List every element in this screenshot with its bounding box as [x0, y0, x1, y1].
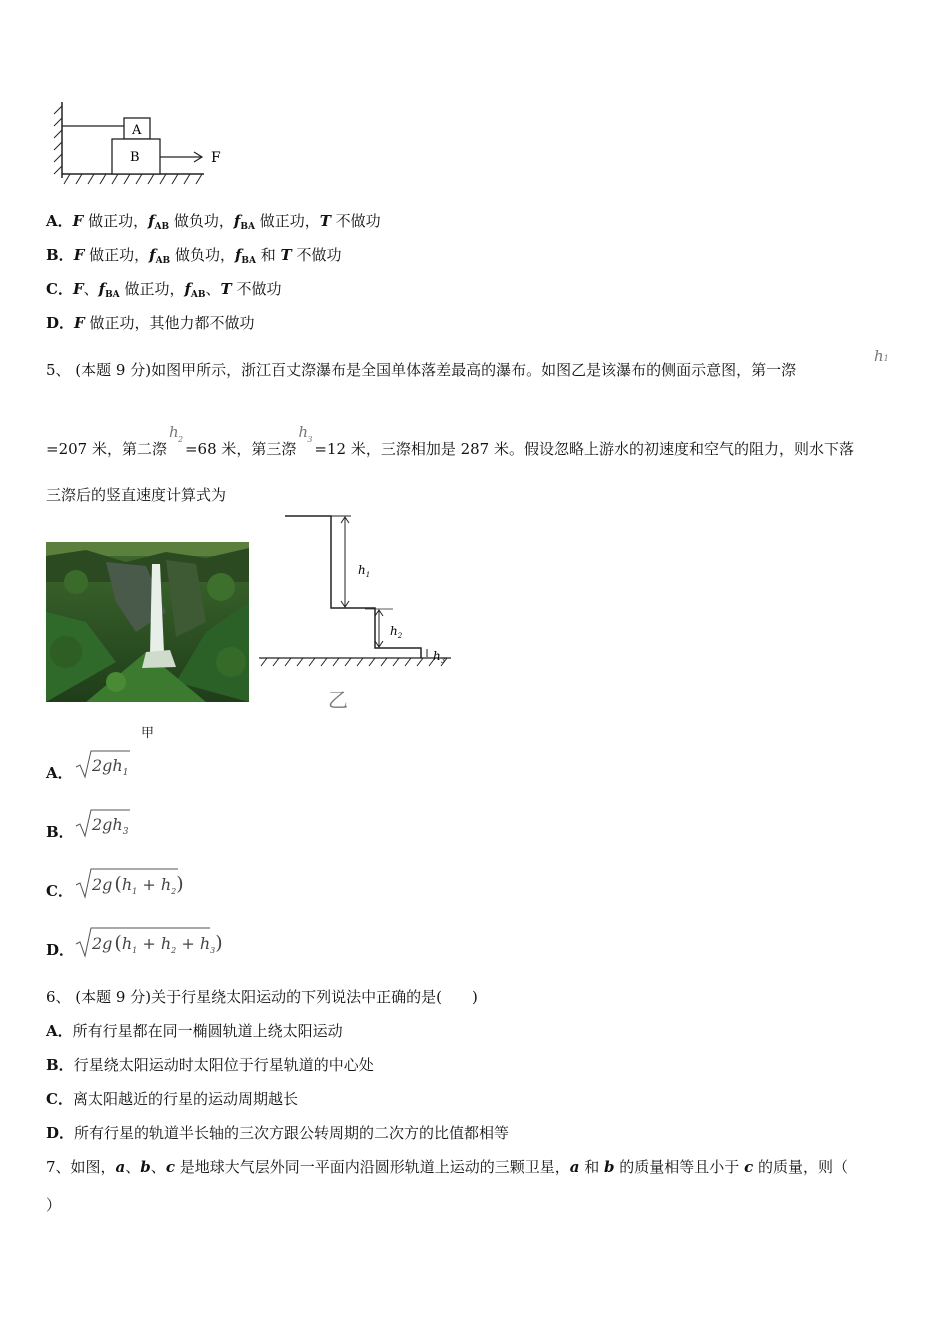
q5-option-b-expr — [74, 808, 134, 840]
fig-jia-label: 甲 — [141, 726, 155, 741]
q5-option-d-expr — [74, 924, 224, 960]
svg-text:2g(h1 + h2): 2g $(h_1 + h_2)$ — [92, 873, 184, 896]
q5-option-a-letter: A． — [46, 764, 73, 782]
svg-text:2gh3: $2gh_3$ — [92, 815, 129, 837]
block-force-figure — [44, 98, 244, 190]
q4-option-b: B．F 做正功，$f_{AB}$ 做负功，$f_{BA}$ 和 T 不做功 — [46, 246, 342, 266]
q5-option-d-letter: D． — [46, 941, 75, 959]
force-f-label: F — [211, 150, 221, 166]
q5-option-a-expr — [74, 749, 134, 781]
fig-h2-label: $h_2$ — [390, 624, 403, 640]
svg-text:2g(h1 + h2 + h3): 2g $(h_1 + h_2 + h_3)$ — [92, 932, 223, 955]
q4-option-a: A．F 做正功，$f_{AB}$ 做负功，$f_{BA}$ 做正功，T 不做功 — [46, 212, 381, 232]
q6-stem: 6、 (本题 9 分)关于行星绕太阳运动的下列说法中正确的是( ) — [46, 988, 478, 1006]
q4-option-c: C．F、$f_{BA}$ 做正功，$f_{AB}$、T 不做功 — [46, 280, 282, 300]
q5-stem-line1: 5、 (本题 9 分)如图甲所示，浙江百丈漈瀑布是全国单体落差最高的瀑布。如图乙是该瀑布的侧面示意图，第一漈 — [46, 361, 797, 379]
fig-h1-label: $h_1$ — [358, 563, 371, 579]
waterfall-photo — [46, 542, 249, 702]
svg-text:2gh1: $2gh_1$ — [92, 756, 129, 778]
q4-option-d: D．F 做正功，其他力都不做功 — [46, 314, 255, 332]
q6-option-b: B．行星绕太阳运动时太阳位于行星轨道的中心处 — [46, 1056, 374, 1074]
q6-option-a: A．所有行星都在同一椭圆轨道上绕太阳运动 — [46, 1022, 343, 1040]
q6-option-d: D．所有行星的轨道半长轴的三次方跟公转周期的二次方的比值都相等 — [46, 1124, 510, 1142]
q6-option-c: C．离太阳越近的行星的运动周期越长 — [46, 1090, 298, 1108]
q5-option-c-expr — [74, 865, 194, 901]
q7-stem-line1: 7、如图，a、b、c 是地球大气层外同一平面内沿圆形轨道上运动的三颗卫星，a 和 b 的质量相等且小于 c 的质量，则（ — [46, 1158, 848, 1176]
block-a-label: A — [132, 123, 142, 138]
waterfall-side-diagram — [255, 508, 455, 708]
q5-stem-line3: 三漈后的竖直速度计算式为 — [46, 486, 227, 504]
q5-option-b-letter: B． — [46, 823, 74, 841]
q5-option-c-letter: C． — [46, 882, 73, 900]
fig-h3-label: $h_3$ — [433, 649, 446, 665]
block-b-label: B — [130, 150, 140, 165]
q5-h1-inline: h1 — [874, 347, 889, 365]
fig-yi-label: 乙 — [328, 688, 348, 712]
q5-stem-line2: =207 米，第二漈 h 2 =68 米，第三漈 h 3 =12 米，三漈相加是 287 米。假设忽略上游水的初速度和空气的阻力，则水下落 — [46, 423, 854, 458]
q7-stem-line2: ） — [46, 1196, 62, 1214]
